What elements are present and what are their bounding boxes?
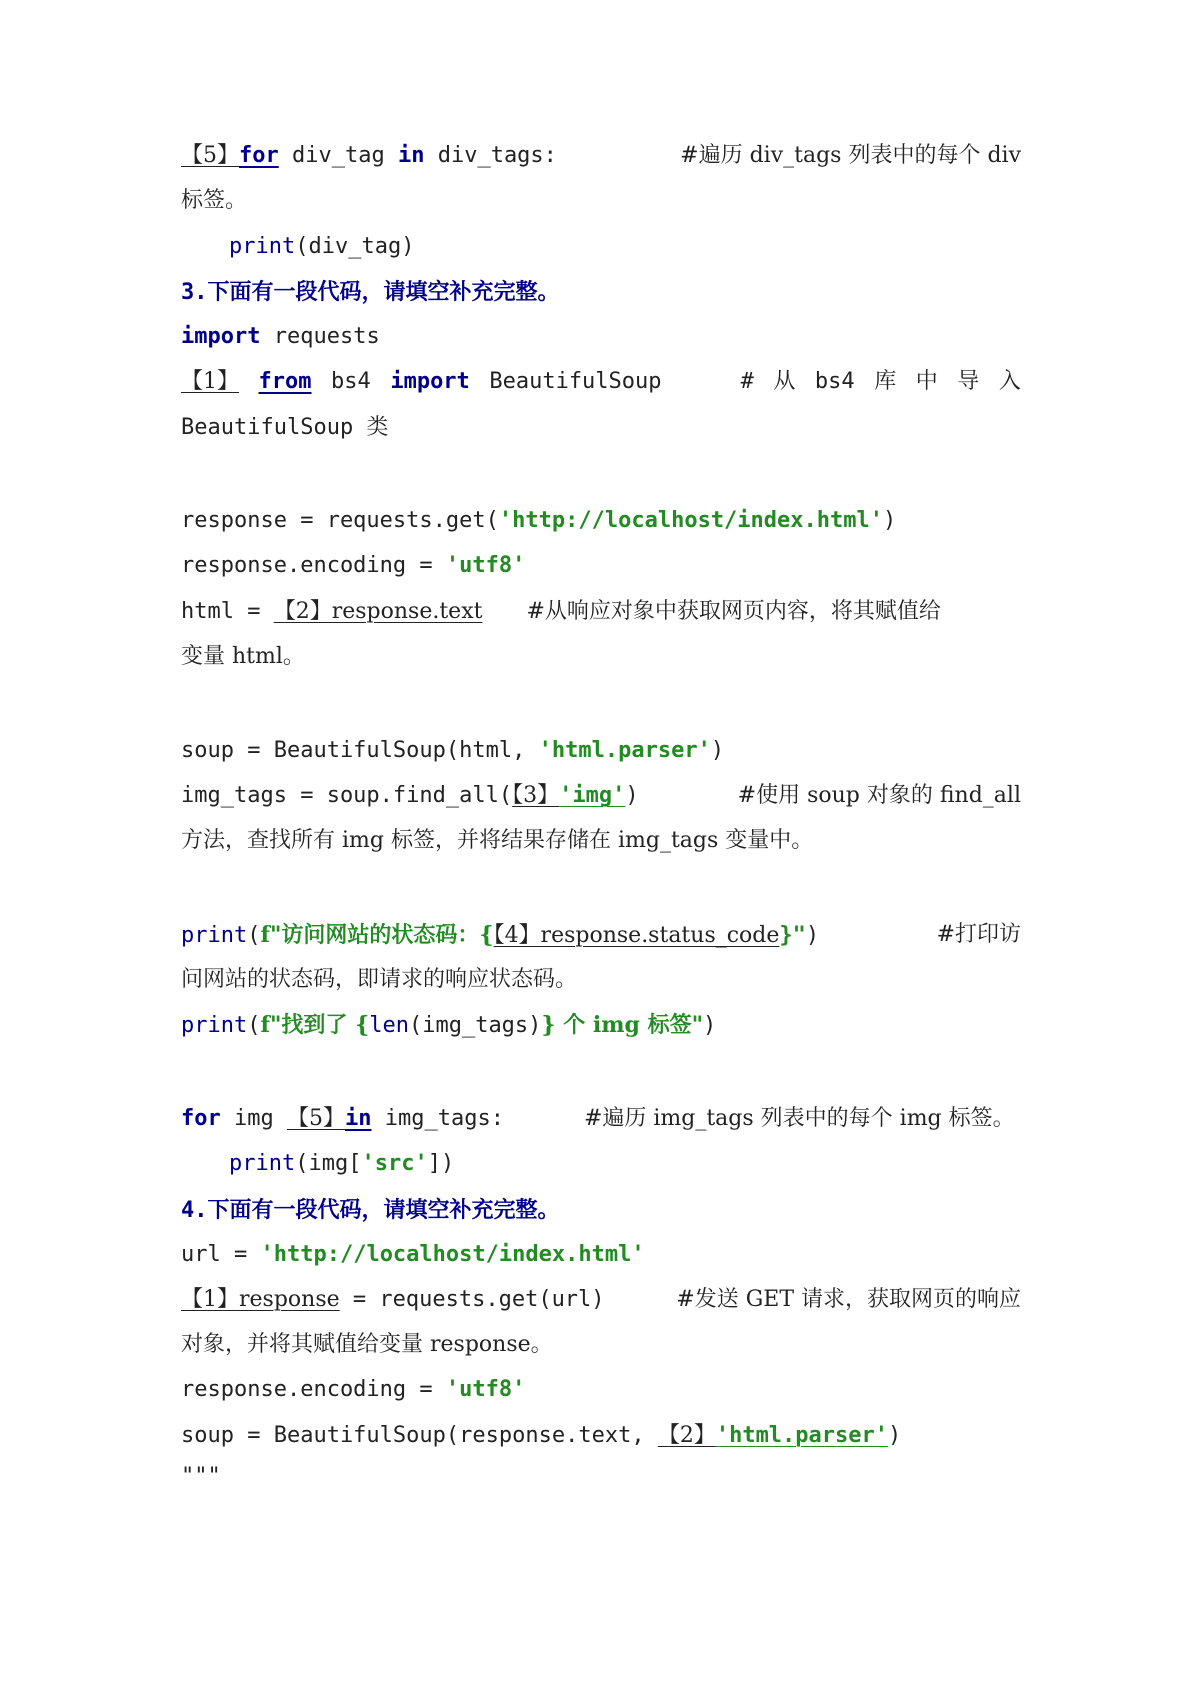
answer-blank-3: 【3】 [512,783,560,808]
comment-continuation: 对象，并将其赋值给变量 response。 [181,1332,553,1357]
code-text: img [220,1106,287,1131]
comment-continuation: 标签。 [181,188,248,213]
code-text: ]) [427,1151,455,1176]
keyword-for: for [181,1106,221,1131]
code-text: ) [883,508,897,533]
question-3-heading [181,277,1021,308]
question-number: 4. [181,1198,208,1223]
code-text: ) [888,1423,902,1448]
code-line-response-get [181,1285,1021,1315]
code-text: soup = BeautifulSoup(response.text, [181,1423,658,1448]
code-text: div_tag [278,143,398,168]
answer-blank-1: 【1】 [181,369,239,394]
comment-continuation: 变量 html。 [181,644,305,669]
question-text: 下面有一段代码，请填空补充完整。 [207,1197,560,1223]
code-text: ( [247,1013,261,1038]
string-literal: 'http://localhost/index.html' [498,508,883,533]
builtin-print: print [229,1151,296,1176]
code-text: response = requests.get( [181,508,499,533]
fstring-literal: }" [779,923,806,948]
code-text: ) [625,783,639,808]
docstring-quotes: """ [181,1464,221,1489]
comment-word: 入 [998,369,1021,394]
comment-word: 导 [957,369,980,394]
code-text: soup = BeautifulSoup(html, [181,738,539,763]
code-line-print-div-tag [181,232,1069,262]
fstring-literal: } 个 img 标签" [541,1012,704,1038]
code-text: (img_tags) [408,1013,542,1038]
comment: #使用 soup 对象的 find_all [737,783,1021,808]
fstring-literal: f"找到了 { [260,1012,370,1038]
comment-continuation: 方法，查找所有 img 标签，并将结果存储在 img_tags 变量中。 [181,828,814,853]
code-line-find-all [181,781,1021,811]
keyword-from: from [258,369,312,394]
code-line-requests-get [181,506,1021,536]
code-text: div_tags: [424,143,557,168]
answer-blank-4: 【4】response.status_code [493,923,780,948]
code-text: ) [710,738,725,763]
code-text: (img[ [295,1151,362,1176]
code-text: url = [181,1242,261,1267]
code-line-encoding [181,551,1021,581]
comment-word: bs4 [814,369,855,394]
code-text: html = [181,599,274,624]
code-text: ) [805,923,820,948]
code-text: BeautifulSoup [489,369,662,394]
fstring-literal: f"访问网站的状态码：{ [260,922,494,948]
code-text: requests [260,324,380,349]
string-literal: 'src' [361,1151,428,1176]
comment-word: 中 [915,369,938,394]
answer-blank-2: 【2】 [657,1423,716,1448]
answer-blank-5: 【5】 [286,1106,345,1131]
keyword-in: in [344,1106,372,1131]
code-line-soup-parse [181,1421,1021,1451]
code-text: (div_tag) [295,234,415,259]
code-text: img_tags = soup.find_all( [181,783,513,808]
comment: #打印访 [936,922,1021,947]
code-line-for-img [181,1104,1021,1134]
code-text: response.encoding = [181,1377,446,1402]
builtin-print: print [181,1013,248,1038]
code-text: ) [703,1013,717,1038]
question-number: 3. [181,280,208,305]
comment: #遍历 div_tags 列表中的每个 div [680,143,1021,168]
builtin-len: len [369,1013,409,1038]
answer-blank-5: 【5】 [181,143,239,168]
comment: #从响应对象中获取网页内容，将其赋值给 [526,599,941,624]
code-text: img_tags: [371,1106,504,1131]
code-line-html-assign [181,597,1021,627]
string-literal: 'utf8' [445,1377,526,1402]
code-line-print-status [181,920,1021,951]
answer-blank-2: 【2】response.text [273,599,483,624]
code-text: = requests.get(url) [339,1287,605,1312]
keyword-import: import [181,324,261,349]
code-line-soup-init [181,736,1021,766]
keyword-for: for [239,143,279,168]
comment-continuation: 问网站的状态码，即请求的响应状态码。 [181,967,578,992]
keyword-import: import [390,369,470,394]
code-line-for-div-tag [181,141,1021,171]
question-text: 下面有一段代码，请填空补充完整。 [207,279,560,305]
answer-string: 'html.parser' [715,1423,889,1448]
code-line-from-bs4 [181,367,1021,397]
comment: #发送 GET 请求，获取网页的响应 [676,1287,1021,1312]
comment-word: 从 [773,369,796,394]
string-literal: 'utf8' [445,553,526,578]
code-text: bs4 [331,369,371,394]
code-text: response.encoding = [181,553,446,578]
keyword-in: in [397,143,425,168]
code-line-print-src [181,1149,1069,1179]
builtin-print: print [229,234,296,259]
builtin-print: print [181,923,248,948]
question-4-heading [181,1195,1021,1226]
code-line-encoding-2 [181,1375,1021,1405]
comment-continuation: BeautifulSoup 类 [181,415,389,440]
code-line-import-requests [181,322,1021,352]
code-line-url [181,1240,1021,1270]
answer-blank-1: 【1】response [181,1287,340,1312]
answer-string: 'img' [559,783,626,808]
comment-word: 库 [874,369,897,394]
string-literal: 'html.parser' [538,738,711,763]
code-line-print-count [181,1010,1021,1041]
comment: #遍历 img_tags 列表中的每个 img 标签。 [583,1106,1015,1131]
comment-hash: # [740,369,754,394]
string-literal: 'http://localhost/index.html' [260,1242,645,1267]
code-text: ( [247,923,261,948]
